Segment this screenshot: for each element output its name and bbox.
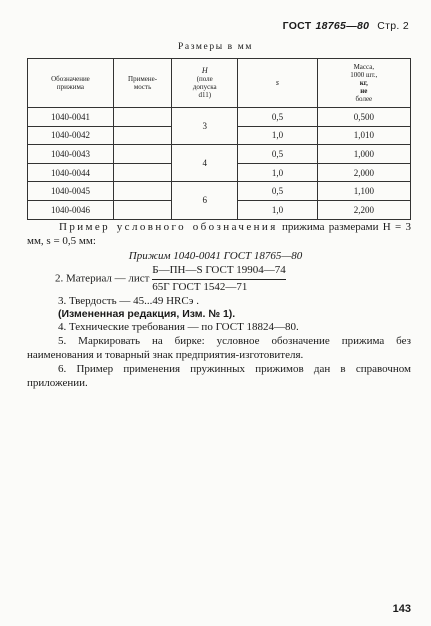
- requirements-paragraph: 4. Технические требования — по ГОСТ 18824—80.: [58, 321, 299, 333]
- page-number: 143: [392, 603, 411, 615]
- cell-designation: 1040-0041: [28, 108, 114, 127]
- header-mass: Масса, 1000 шт., кг, не более: [317, 59, 410, 108]
- cell-application: [113, 200, 171, 219]
- cell-s: 0,5: [238, 182, 317, 201]
- cell-application: [113, 108, 171, 127]
- cell-h: 6: [172, 182, 238, 219]
- cell-mass: 1,100: [317, 182, 410, 201]
- cell-mass: 1,010: [317, 126, 410, 145]
- cell-h: 4: [172, 145, 238, 182]
- page-label: Стр. 2: [377, 20, 409, 32]
- application-example-paragraph: 6. Пример применения пружинных прижимов дан в справочном приложении.: [27, 363, 411, 389]
- dimensions-table: [27, 58, 411, 220]
- table-header-row: [28, 59, 411, 108]
- cell-designation: 1040-0043: [28, 145, 114, 164]
- cell-mass: 2,200: [317, 200, 410, 219]
- cell-s: 1,0: [238, 163, 317, 182]
- material-numerator: Б—ПН—S ГОСТ 19904—74: [152, 264, 286, 280]
- cell-s: 1,0: [238, 126, 317, 145]
- cell-application: [113, 126, 171, 145]
- cell-designation: 1040-0044: [28, 163, 114, 182]
- cell-mass: 0,500: [317, 108, 410, 127]
- header-designation: Обозначение прижима: [28, 59, 114, 108]
- amendment-note: (Измененная редакция, Изм. № 1).: [58, 308, 236, 320]
- material-label: 2. Материал — лист: [55, 272, 150, 285]
- cell-application: [113, 163, 171, 182]
- standard-number: 18765—80: [315, 20, 370, 32]
- example-text: прижима размерами H = 3 мм, s = 0,5 мм:: [27, 221, 411, 247]
- material-fraction: [152, 264, 286, 294]
- example-paragraph: [27, 221, 411, 248]
- cell-mass: 2,000: [317, 163, 410, 182]
- page-header: [283, 20, 409, 32]
- cell-mass: 1,000: [317, 145, 410, 164]
- hardness-paragraph: 3. Твердость — 45...49 HRCэ .: [58, 295, 199, 307]
- header-application: Примене- мость: [113, 59, 171, 108]
- cell-designation: 1040-0046: [28, 200, 114, 219]
- material-paragraph: [55, 264, 415, 294]
- table-row: [28, 145, 411, 164]
- cell-designation: 1040-0042: [28, 126, 114, 145]
- cell-s: 0,5: [238, 145, 317, 164]
- header-h: H (поле допуска d11): [172, 59, 238, 108]
- cell-application: [113, 145, 171, 164]
- cell-h: 3: [172, 108, 238, 145]
- material-denominator: 65Г ГОСТ 1542—71: [152, 280, 248, 293]
- standard-label: ГОСТ: [282, 20, 312, 32]
- table-row: [28, 108, 411, 127]
- designation-example: Прижим 1040-0041 ГОСТ 18765—80: [128, 250, 303, 262]
- cell-application: [113, 182, 171, 201]
- cell-designation: 1040-0045: [28, 182, 114, 201]
- table-caption: Размеры в мм: [178, 42, 253, 52]
- header-s: s: [238, 59, 317, 108]
- marking-paragraph: 5. Маркировать на бирке: условное обозначение прижима без наименования и товарный знак предприятия-изготовителя.: [27, 335, 411, 361]
- example-heading: Пример условного обозначения: [59, 221, 278, 233]
- table-row: [28, 182, 411, 201]
- cell-s: 0,5: [238, 108, 317, 127]
- cell-s: 1,0: [238, 200, 317, 219]
